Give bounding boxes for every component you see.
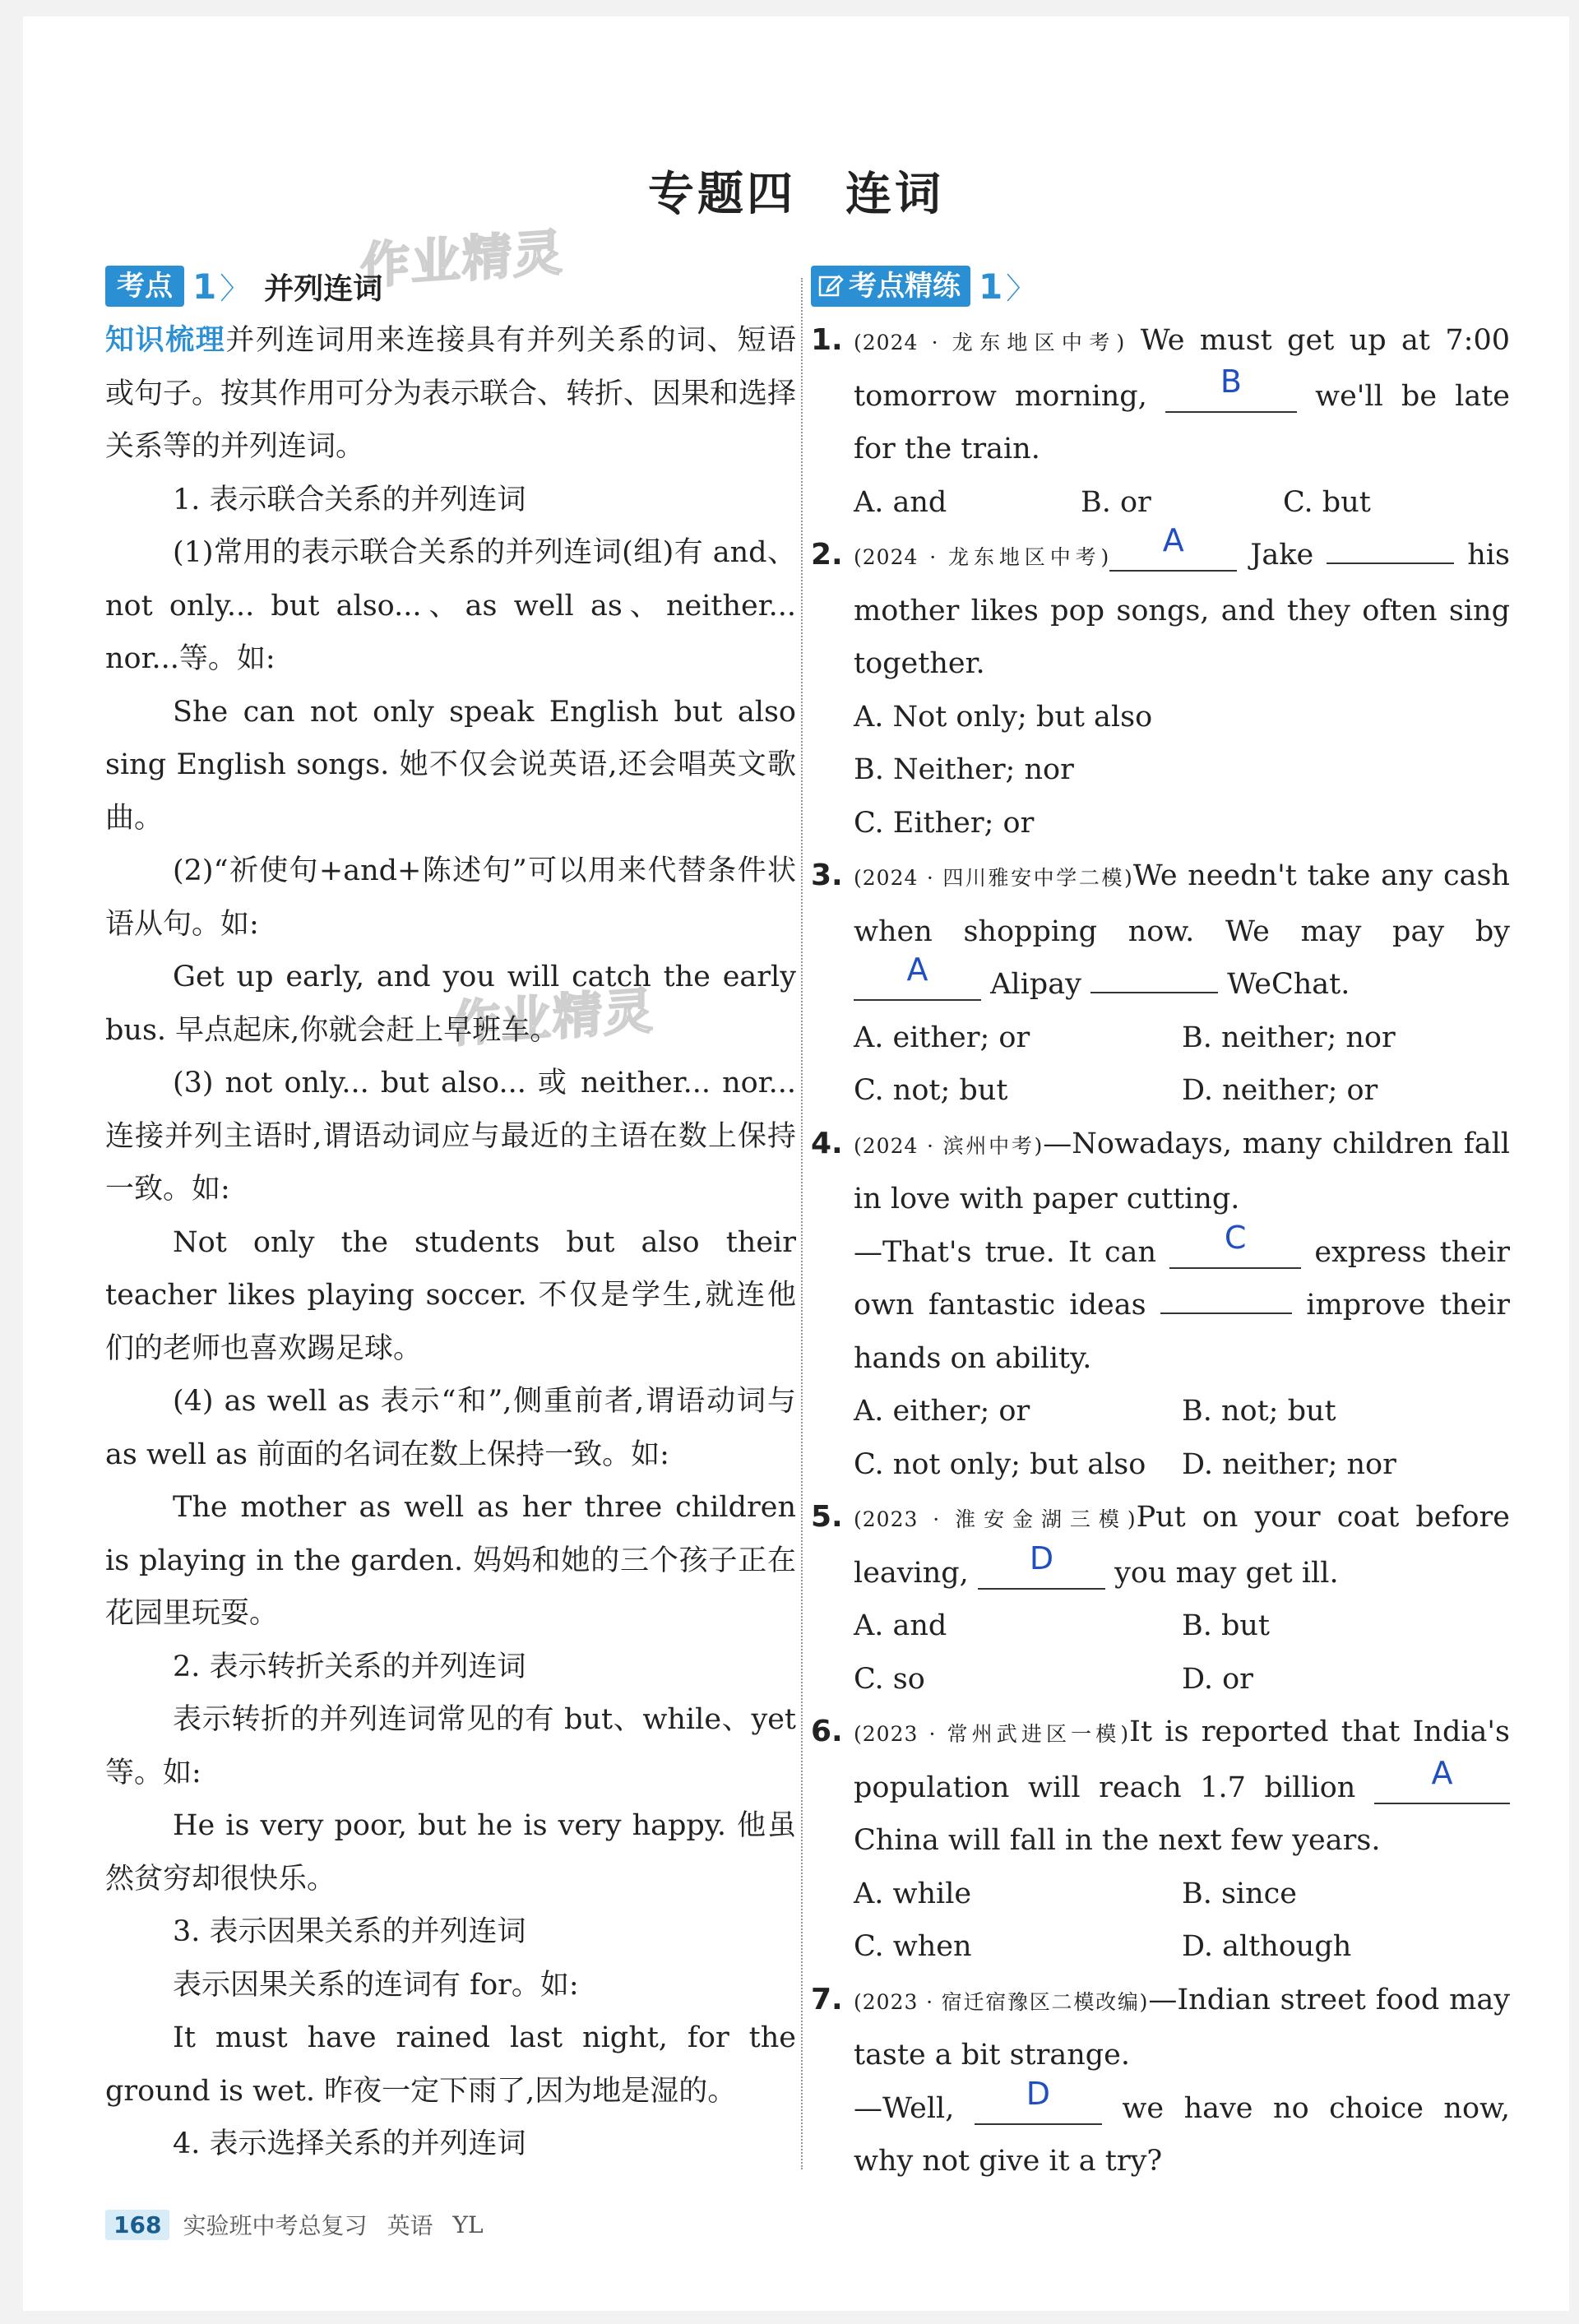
example-sentence: She can not only speak English but also sing English songs. 她不仅会说英语,还会唱英文歌曲。	[105, 695, 796, 835]
question-text	[854, 850, 1510, 1012]
question-stem: Alipay	[990, 968, 1081, 1001]
option-b[interactable]: B. or	[1081, 485, 1151, 519]
option-c[interactable]: C. so	[854, 1662, 925, 1696]
option-d[interactable]: D. or	[1182, 1662, 1253, 1696]
paragraph: (4) as well as 表示“和”,侧重前者,谓语动词与 as well as 前面的名词在数上保持一致。如:	[105, 1385, 796, 1471]
question-stem: We needn't take any cash when shopping now. We may pay by	[854, 859, 1510, 948]
option-b[interactable]: B. not; but	[1182, 1395, 1336, 1428]
question-number: 6.	[811, 1715, 843, 1748]
answer-letter: A	[1162, 522, 1184, 558]
example-sentence: The mother as well as her three children is playing in the garden. 妈妈和她的三个孩子正在花园里玩耍。	[105, 1491, 796, 1630]
question-stem: —Nowadays, many children fall in love with paper cutting.	[854, 1127, 1510, 1215]
paragraph: (3) not only... but also... 或 neither... nor...连接并列主语时,谓语动词应与最近的主语在数上保持一致。如:	[105, 1067, 796, 1206]
question-number: 1.	[811, 323, 843, 357]
chevron-right-icon: 〉	[1006, 271, 1036, 306]
edit-icon	[817, 273, 844, 299]
option-d[interactable]: D. neither; or	[1182, 1074, 1378, 1107]
right-column	[811, 263, 1510, 2188]
answer-blank[interactable]	[854, 951, 981, 1001]
option-a[interactable]: A. and	[854, 485, 947, 519]
exercise-badge	[811, 266, 970, 307]
answer-letter: C	[1224, 1219, 1247, 1256]
question-stem: WeChat.	[1227, 968, 1350, 1001]
option-b[interactable]: B. but	[1182, 1609, 1270, 1642]
options	[854, 1385, 1510, 1491]
answer-blank[interactable]	[975, 2075, 1102, 2125]
book-title: 实验班中考总复习	[183, 2212, 368, 2239]
question-stem: We must get up at 7:00 tomorrow morning,	[854, 324, 1510, 413]
watermark: 作业精灵	[360, 224, 564, 296]
exercise-badge-label: 考点精练	[849, 270, 961, 303]
example-sentence: It must have rained last night, for the ground is wet. 昨夜一定下雨了,因为地是湿的。	[105, 2021, 796, 2108]
answer-blank[interactable]	[1327, 562, 1454, 564]
page-number: 168	[105, 2210, 169, 2240]
subheading: 3. 表示因果关系的并列连词	[173, 1915, 526, 1948]
question-number: 2.	[811, 538, 843, 572]
example-sentence: Get up early, and you will catch the early bus. 早点起床,你就会赶上早班车。	[105, 961, 796, 1047]
example-sentence: He is very poor, but he is very happy. 他虽然贫穷却很快乐。	[105, 1809, 796, 1896]
options	[854, 1868, 1510, 1974]
question-3	[811, 850, 1510, 1118]
question-text	[854, 1491, 1510, 1599]
option-b[interactable]: B. since	[1182, 1877, 1297, 1910]
answer-blank[interactable]	[1109, 522, 1237, 572]
knowledge-label: 知识梳理	[105, 324, 226, 357]
question-text	[854, 1706, 1510, 1868]
question-6	[811, 1706, 1510, 1974]
question-7	[811, 1974, 1510, 2188]
question-stem: China will fall in the next few years.	[854, 1824, 1381, 1857]
exercise-header	[811, 263, 1510, 309]
left-column	[105, 263, 796, 2171]
title-topic: 专题四	[648, 168, 796, 221]
question-stem: his mother likes pop songs, and they often sing together.	[854, 539, 1510, 680]
answer-letter: D	[1026, 2075, 1051, 2112]
page-footer	[105, 2208, 484, 2241]
question-text	[854, 1974, 1510, 2082]
question-stem: we have no choice now, why not give it a try?	[854, 2091, 1510, 2178]
paragraph: (1)常用的表示联合关系的并列连词(组)有 and、not only... but also...、as well as、neither... nor...等。如:	[105, 536, 796, 675]
question-5	[811, 1491, 1510, 1706]
question-source: (2024 · 滨州中考)	[854, 1133, 1044, 1158]
subheading: 2. 表示转折关系的并列连词	[173, 1650, 526, 1683]
answer-blank[interactable]	[978, 1539, 1105, 1590]
page	[23, 16, 1569, 2311]
question-4	[811, 1118, 1510, 1492]
answer-letter: D	[1029, 1539, 1054, 1576]
paragraph	[105, 314, 796, 474]
section-title: 并列连词	[264, 271, 383, 306]
question-source: (2024 · 龙东地区中考)	[854, 545, 1110, 569]
option-a[interactable]: A. while	[854, 1877, 972, 1910]
question-stem: Put on your coat before leaving,	[854, 1501, 1510, 1590]
options	[854, 1012, 1510, 1118]
answer-letter: B	[1220, 363, 1242, 400]
option-a[interactable]: A. Not only; but also	[854, 700, 1153, 734]
question-stem: express their own fantastic ideas	[854, 1235, 1510, 1322]
section-badge: 考点	[105, 266, 184, 307]
options	[854, 476, 1510, 530]
paragraph: 表示因果关系的连词有 for。如:	[173, 1968, 579, 2002]
question-1	[811, 314, 1510, 529]
question-stem: It is reported that India's population will reach 1.7 billion	[854, 1715, 1510, 1804]
option-c[interactable]: C. but	[1283, 485, 1371, 519]
question-stem: —Indian street food may taste a bit strange.	[854, 1983, 1510, 2072]
options	[854, 1599, 1510, 1706]
option-c[interactable]: C. not only; but also	[854, 1447, 1146, 1481]
subject-label: 英语	[387, 2212, 433, 2239]
question-2	[811, 522, 1510, 850]
question-text	[854, 522, 1510, 691]
question-number: 4.	[811, 1126, 843, 1160]
options	[854, 691, 1510, 850]
question-number: 3.	[811, 859, 843, 892]
option-d[interactable]: D. neither; nor	[1182, 1447, 1396, 1481]
question-stem: Jake	[1250, 539, 1314, 572]
option-a[interactable]: A. either; or	[854, 1021, 1030, 1054]
question-number: 5.	[811, 1500, 843, 1534]
section-header	[105, 263, 796, 309]
question-stem: you may get ill.	[1114, 1556, 1339, 1590]
exercise-number: 1	[979, 266, 1003, 307]
question-source: (2024 · 龙东地区中考)	[854, 331, 1126, 354]
answer-blank[interactable]	[1090, 992, 1218, 993]
chevron-right-icon: 〉	[220, 271, 250, 306]
paragraph: (2)“祈使句+and+陈述句”可以用来代替条件状语从句。如:	[105, 854, 796, 941]
option-d[interactable]: D. although	[1182, 1930, 1352, 1963]
question-text	[854, 314, 1510, 476]
question-text	[854, 1118, 1510, 1226]
option-c[interactable]: C. Either; or	[854, 806, 1035, 840]
answer-letter: A	[906, 951, 928, 988]
column-divider	[801, 278, 803, 2169]
paragraph-text: 并列连词用来连接具有并列关系的词、短语或句子。按其作用可分为表示联合、转折、因果和选择关系等的并列连词。	[105, 324, 797, 463]
question-stem: —Well,	[854, 2091, 955, 2125]
question-source: (2023 · 宿迁宿豫区二模改编)	[854, 1989, 1149, 2014]
question-stem: improve their hands on ability.	[854, 1289, 1510, 1375]
answer-blank[interactable]	[1165, 363, 1297, 413]
option-c[interactable]: C. not; but	[854, 1074, 1008, 1107]
question-number: 7.	[811, 1982, 843, 2016]
option-a[interactable]: A. and	[854, 1609, 947, 1642]
option-b[interactable]: B. neither; nor	[1182, 1021, 1396, 1054]
edition-label: YL	[452, 2211, 484, 2238]
question-source: (2023 · 淮安金湖三模)	[854, 1507, 1137, 1531]
question-text	[854, 1219, 1510, 1386]
answer-letter: A	[1431, 1754, 1453, 1791]
paragraph: 表示转折的并列连词常见的有 but、while、yet 等。如:	[105, 1703, 796, 1789]
option-a[interactable]: A. either; or	[854, 1395, 1030, 1428]
answer-blank[interactable]	[1160, 1312, 1292, 1314]
example-sentence: Not only the students but also their teacher likes playing soccer. 不仅是学生,就连他们的老师也喜欢踢足球。	[105, 1225, 796, 1365]
answer-blank[interactable]	[1169, 1219, 1301, 1269]
question-stem: we'll be late for the train.	[854, 379, 1510, 465]
answer-blank[interactable]	[1374, 1754, 1510, 1804]
page-title	[23, 158, 1569, 224]
question-source: (2024 · 四川雅安中学二模)	[854, 866, 1133, 890]
section-number: 1	[192, 266, 217, 307]
option-b[interactable]: B. Neither; nor	[854, 753, 1074, 786]
question-text	[854, 2075, 1510, 2188]
question-stem: —That's true. It can	[854, 1235, 1156, 1269]
question-source: (2023 · 常州武进区一模)	[854, 1722, 1130, 1746]
option-c[interactable]: C. when	[854, 1930, 972, 1963]
watermark: 作业精灵	[451, 982, 655, 1054]
subheading: 1. 表示联合关系的并列连词	[173, 483, 526, 516]
title-subject: 连词	[845, 168, 944, 221]
subheading: 4. 表示选择关系的并列连词	[173, 2127, 526, 2160]
